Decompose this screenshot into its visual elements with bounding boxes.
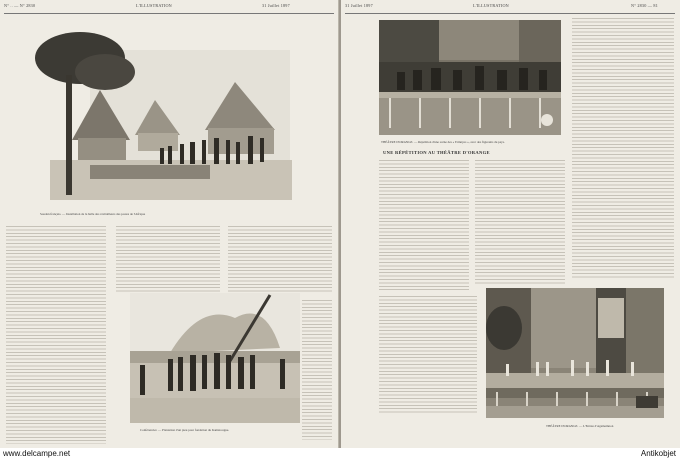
- watermark-footer: [0, 448, 680, 459]
- right-photo-agamemnon: [486, 288, 664, 418]
- right-photo2-caption: THÉÂTRE D'ORANGE. — L'Entrée d'Agamemnon: [546, 424, 614, 428]
- right-text-column-3: [572, 18, 674, 280]
- left-page: [0, 0, 339, 448]
- left-photo-pole: [130, 293, 300, 423]
- left-photo-huts: [30, 20, 292, 205]
- left-text-column-1: [6, 226, 106, 444]
- footer-seller-name: Antikobjet: [640, 449, 676, 458]
- right-masthead: L'ILLUSTRATION: [473, 3, 509, 8]
- right-header-rule: [345, 13, 675, 14]
- right-page-number: N° 2830 — 81: [631, 3, 658, 8]
- right-text-column-1-top: [379, 160, 469, 290]
- right-date: 31 Juillet 1897: [345, 3, 373, 8]
- left-photo1-caption: Soudan français. — Installation de la halle des ravitailleurs des postes de l'Afrique: [40, 212, 146, 216]
- left-text-column-3-bottom: [302, 300, 332, 440]
- left-photo2-caption: Conférencier. — Plantation d'un pieu pour fondation du Kamérougue.: [140, 428, 230, 432]
- right-photo1-caption: THÉÂTRE D'ORANGE. — Répétition d'une scène des « Erinnyes », avec des figurants du pays.: [381, 140, 505, 144]
- right-article-title: UNE RÉPÉTITION AU THÉÂTRE D'ORANGE: [383, 150, 490, 155]
- left-text-column-3-top: [228, 226, 332, 292]
- left-date: 31 Juillet 1897: [262, 3, 290, 8]
- right-text-column-2-top: [475, 160, 565, 285]
- left-masthead: L'ILLUSTRATION: [136, 3, 172, 8]
- left-page-number: N° .. — N° 2830: [4, 3, 36, 8]
- footer-source-link[interactable]: www.delcampe.net: [3, 449, 71, 458]
- left-text-column-2-top: [116, 226, 220, 292]
- right-text-column-1-bottom: [379, 296, 477, 414]
- right-photo-rehearsal: [379, 20, 561, 135]
- right-page: [341, 0, 680, 448]
- left-header-rule: [4, 13, 334, 14]
